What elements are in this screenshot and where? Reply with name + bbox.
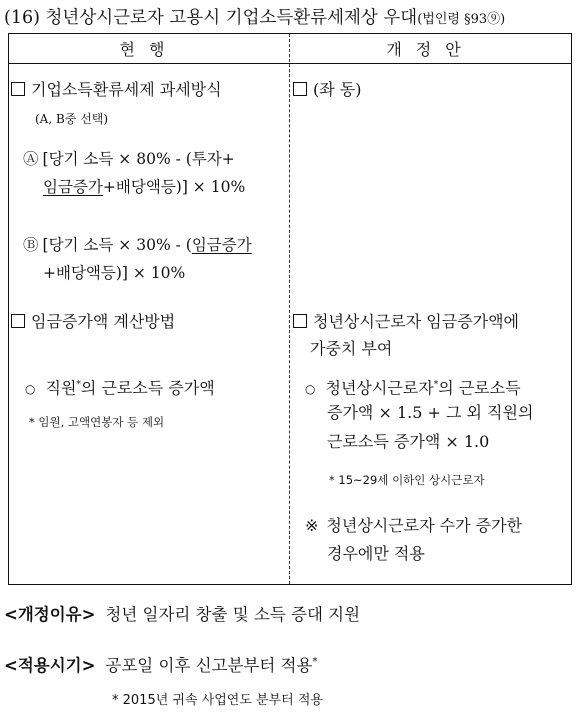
section-title-main: (16) 청년상시근로자 고용시 기업소득환류세제상 우대 bbox=[4, 8, 418, 28]
left-note: * 임원, 고액연봉자 등 제외 bbox=[29, 415, 165, 429]
left-item-wage-calc-label: 임금증가액 계산방법 bbox=[31, 312, 176, 331]
formula-a-text: [당기 소득 × 80% - (투자+ bbox=[42, 150, 235, 168]
formula-a-line2 bbox=[43, 175, 245, 199]
formula-b-line1 bbox=[23, 233, 252, 257]
formula-b-text: [당기 소득 × 30% - ( bbox=[42, 236, 192, 254]
header-revised: 개정안 bbox=[386, 40, 475, 59]
bullet-icon: ○ bbox=[305, 382, 316, 397]
right-reference-line2: 경우에만 적용 bbox=[327, 544, 425, 563]
reason-row bbox=[4, 601, 360, 625]
right-item-same-label: (좌 동) bbox=[313, 80, 362, 99]
formula-a-underlined: 임금증가 bbox=[43, 178, 103, 196]
comparison-table bbox=[8, 33, 572, 585]
timing-text: 공포일 이후 신고분부터 적용 bbox=[105, 656, 313, 675]
column-divider bbox=[289, 34, 290, 584]
reason-text: 청년 일자리 창출 및 소득 증대 지원 bbox=[105, 605, 361, 624]
reference-mark-icon: ※ bbox=[305, 516, 319, 535]
right-reference-line1 bbox=[305, 514, 522, 538]
formula-b-line2: +배당액등)] × 10% bbox=[43, 264, 186, 282]
bullet-icon: ○ bbox=[25, 382, 36, 397]
checkbox-icon bbox=[11, 82, 25, 96]
footnote-mark: * bbox=[433, 380, 439, 390]
footnote-mark: * bbox=[312, 656, 318, 668]
right-item-weight bbox=[293, 310, 519, 334]
left-item-tax-method bbox=[11, 78, 222, 102]
formula-a-marker: Ⓐ bbox=[23, 150, 39, 168]
right-bullet-line3: 근로소득 증가액 × 1.0 bbox=[327, 432, 490, 451]
section-title-ref: (법인령 §93⑨) bbox=[417, 12, 506, 27]
timing-label: <적용시기> bbox=[4, 656, 96, 675]
formula-b-marker: Ⓑ bbox=[23, 236, 39, 254]
checkbox-icon bbox=[11, 314, 25, 328]
right-bullet-line2: 증가액 × 1.5 + 그 외 직원의 bbox=[327, 403, 534, 422]
right-item-weight-line2: 가중치 부여 bbox=[310, 339, 393, 358]
left-item-tax-method-sub: (A, B중 선택) bbox=[35, 112, 109, 126]
formula-a-line1 bbox=[23, 147, 235, 171]
timing-row bbox=[4, 652, 317, 676]
left-bullet bbox=[25, 373, 215, 401]
right-bullet-text-pre: 청년상시근로자 bbox=[325, 378, 434, 398]
right-bullet-text-post: 의 근로소득 bbox=[438, 378, 521, 398]
right-reference-text: 청년상시근로자 수가 증가한 bbox=[326, 516, 523, 535]
right-bullet-line1 bbox=[305, 373, 521, 401]
right-item-same bbox=[293, 78, 361, 102]
footnote-mark: * bbox=[76, 380, 81, 390]
left-bullet-text-post: 의 근로소득 증가액 bbox=[80, 378, 215, 398]
right-item-weight-line1: 청년상시근로자 임금증가액에 bbox=[313, 312, 520, 331]
header-divider bbox=[9, 63, 571, 64]
reason-label: <개정이유> bbox=[4, 605, 96, 624]
checkbox-icon bbox=[293, 82, 307, 96]
left-item-wage-calc bbox=[11, 310, 175, 334]
header-current: 현행 bbox=[119, 40, 179, 59]
formula-a-rest: +배당액등)] × 10% bbox=[102, 178, 246, 196]
formula-b-underlined: 임금증가 bbox=[191, 236, 252, 254]
checkbox-icon bbox=[293, 314, 307, 328]
section-title bbox=[4, 4, 505, 29]
left-item-tax-method-label: 기업소득환류세제 과세방식 bbox=[31, 80, 222, 99]
left-bullet-text-pre: 직원 bbox=[45, 378, 77, 398]
right-note: * 15~29세 이하인 상시근로자 bbox=[329, 473, 485, 487]
timing-note: * 2015년 귀속 사업연도 분부터 적용 bbox=[112, 693, 323, 708]
